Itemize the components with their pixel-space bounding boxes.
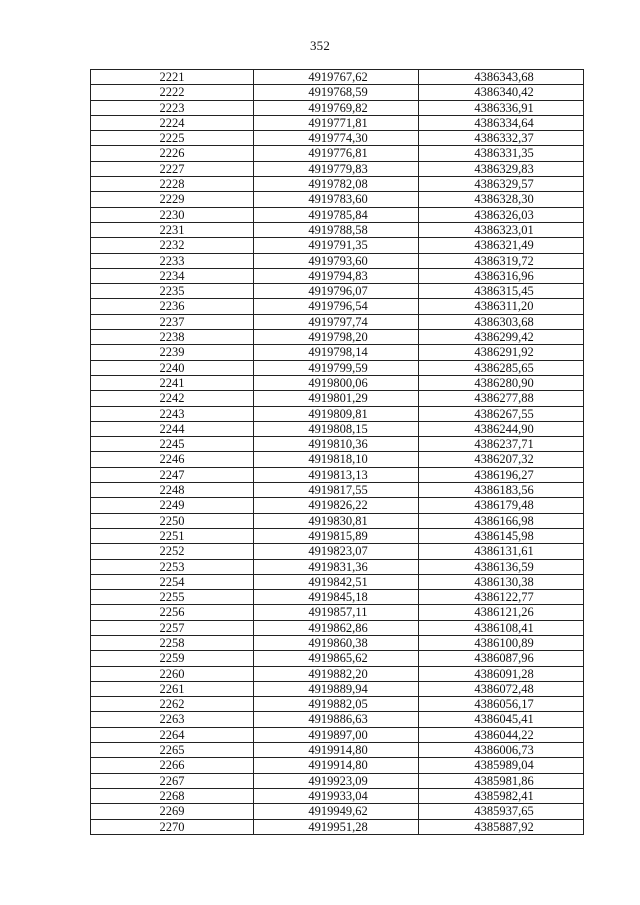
x-coordinate-cell: 4919949,62 [254,804,419,819]
y-coordinate-cell: 4385982,41 [419,788,584,803]
y-coordinate-cell: 4385989,04 [419,758,584,773]
y-coordinate-cell: 4386131,61 [419,544,584,559]
y-coordinate-cell: 4386237,71 [419,437,584,452]
table-row [91,161,584,176]
point-number-cell: 2266 [91,758,254,773]
y-coordinate-cell: 4386277,88 [419,391,584,406]
x-coordinate-cell: 4919776,81 [254,146,419,161]
point-number-cell: 2227 [91,161,254,176]
point-number-cell: 2247 [91,467,254,482]
table-row [91,207,584,222]
table-row [91,544,584,559]
y-coordinate-cell: 4386332,37 [419,131,584,146]
x-coordinate-cell: 4919914,80 [254,743,419,758]
table-row [91,391,584,406]
y-coordinate-cell: 4386244,90 [419,421,584,436]
point-number-cell: 2255 [91,590,254,605]
y-coordinate-cell: 4386323,01 [419,222,584,237]
table-row [91,819,584,834]
coordinates-table [90,69,584,835]
point-number-cell: 2261 [91,681,254,696]
table-row [91,712,584,727]
y-coordinate-cell: 4386328,30 [419,192,584,207]
table-row [91,268,584,283]
y-coordinate-cell: 4386340,42 [419,85,584,100]
table-row [91,773,584,788]
table-row [91,758,584,773]
x-coordinate-cell: 4919767,62 [254,70,419,85]
y-coordinate-cell: 4386087,96 [419,651,584,666]
table-row [91,513,584,528]
x-coordinate-cell: 4919923,09 [254,773,419,788]
y-coordinate-cell: 4386145,98 [419,528,584,543]
point-number-cell: 2228 [91,177,254,192]
y-coordinate-cell: 4386100,89 [419,635,584,650]
table-row [91,804,584,819]
point-number-cell: 2224 [91,115,254,130]
table-row [91,314,584,329]
table-row [91,635,584,650]
point-number-cell: 2259 [91,651,254,666]
y-coordinate-cell: 4386316,96 [419,268,584,283]
x-coordinate-cell: 4919845,18 [254,590,419,605]
table-row [91,100,584,115]
table-row [91,85,584,100]
table-row [91,222,584,237]
table-row [91,498,584,513]
y-coordinate-cell: 4386299,42 [419,330,584,345]
y-coordinate-cell: 4386122,77 [419,590,584,605]
y-coordinate-cell: 4386311,20 [419,299,584,314]
table-row [91,559,584,574]
x-coordinate-cell: 4919782,08 [254,177,419,192]
x-coordinate-cell: 4919801,29 [254,391,419,406]
table-row [91,345,584,360]
table-row [91,360,584,375]
point-number-cell: 2245 [91,437,254,452]
table-row [91,131,584,146]
point-number-cell: 2265 [91,743,254,758]
y-coordinate-cell: 4386303,68 [419,314,584,329]
y-coordinate-cell: 4386183,56 [419,483,584,498]
y-coordinate-cell: 4385937,65 [419,804,584,819]
y-coordinate-cell: 4386091,28 [419,666,584,681]
x-coordinate-cell: 4919788,58 [254,222,419,237]
x-coordinate-cell: 4919774,30 [254,131,419,146]
y-coordinate-cell: 4386329,57 [419,177,584,192]
point-number-cell: 2262 [91,697,254,712]
table-row [91,452,584,467]
y-coordinate-cell: 4385981,86 [419,773,584,788]
point-number-cell: 2252 [91,544,254,559]
x-coordinate-cell: 4919798,20 [254,330,419,345]
x-coordinate-cell: 4919785,84 [254,207,419,222]
point-number-cell: 2235 [91,284,254,299]
table-row [91,651,584,666]
point-number-cell: 2243 [91,406,254,421]
y-coordinate-cell: 4386072,48 [419,681,584,696]
coordinates-table-body [91,70,584,835]
y-coordinate-cell: 4386166,98 [419,513,584,528]
y-coordinate-cell: 4386045,41 [419,712,584,727]
table-row [91,681,584,696]
x-coordinate-cell: 4919783,60 [254,192,419,207]
table-row [91,253,584,268]
table-row [91,743,584,758]
y-coordinate-cell: 4385887,92 [419,819,584,834]
y-coordinate-cell: 4386336,91 [419,100,584,115]
x-coordinate-cell: 4919809,81 [254,406,419,421]
table-row [91,590,584,605]
x-coordinate-cell: 4919779,83 [254,161,419,176]
point-number-cell: 2268 [91,788,254,803]
x-coordinate-cell: 4919808,15 [254,421,419,436]
point-number-cell: 2236 [91,299,254,314]
point-number-cell: 2222 [91,85,254,100]
x-coordinate-cell: 4919826,22 [254,498,419,513]
point-number-cell: 2269 [91,804,254,819]
x-coordinate-cell: 4919768,59 [254,85,419,100]
point-number-cell: 2237 [91,314,254,329]
table-row [91,192,584,207]
y-coordinate-cell: 4386056,17 [419,697,584,712]
point-number-cell: 2241 [91,375,254,390]
point-number-cell: 2256 [91,605,254,620]
point-number-cell: 2270 [91,819,254,834]
table-row [91,727,584,742]
point-number-cell: 2232 [91,238,254,253]
y-coordinate-cell: 4386130,38 [419,574,584,589]
table-row [91,788,584,803]
table-row [91,605,584,620]
point-number-cell: 2253 [91,559,254,574]
y-coordinate-cell: 4386329,83 [419,161,584,176]
table-row [91,70,584,85]
x-coordinate-cell: 4919771,81 [254,115,419,130]
table-row [91,115,584,130]
y-coordinate-cell: 4386207,32 [419,452,584,467]
table-row [91,146,584,161]
point-number-cell: 2223 [91,100,254,115]
point-number-cell: 2263 [91,712,254,727]
y-coordinate-cell: 4386291,92 [419,345,584,360]
table-row [91,697,584,712]
x-coordinate-cell: 4919813,13 [254,467,419,482]
y-coordinate-cell: 4386343,68 [419,70,584,85]
table-row [91,238,584,253]
x-coordinate-cell: 4919798,14 [254,345,419,360]
table-row [91,284,584,299]
x-coordinate-cell: 4919800,06 [254,375,419,390]
y-coordinate-cell: 4386280,90 [419,375,584,390]
table-row [91,620,584,635]
y-coordinate-cell: 4386121,26 [419,605,584,620]
table-row [91,574,584,589]
y-coordinate-cell: 4386179,48 [419,498,584,513]
x-coordinate-cell: 4919842,51 [254,574,419,589]
point-number-cell: 2267 [91,773,254,788]
point-number-cell: 2242 [91,391,254,406]
point-number-cell: 2240 [91,360,254,375]
x-coordinate-cell: 4919882,20 [254,666,419,681]
point-number-cell: 2260 [91,666,254,681]
page-number: 352 [309,38,331,53]
x-coordinate-cell: 4919818,10 [254,452,419,467]
point-number-cell: 2226 [91,146,254,161]
table-row [91,406,584,421]
table-row [91,467,584,482]
point-number-cell: 2238 [91,330,254,345]
x-coordinate-cell: 4919797,74 [254,314,419,329]
table-row [91,375,584,390]
x-coordinate-cell: 4919882,05 [254,697,419,712]
point-number-cell: 2234 [91,268,254,283]
x-coordinate-cell: 4919889,94 [254,681,419,696]
table-row [91,330,584,345]
point-number-cell: 2246 [91,452,254,467]
table-row [91,437,584,452]
x-coordinate-cell: 4919857,11 [254,605,419,620]
point-number-cell: 2254 [91,574,254,589]
y-coordinate-cell: 4386044,22 [419,727,584,742]
x-coordinate-cell: 4919886,63 [254,712,419,727]
y-coordinate-cell: 4386006,73 [419,743,584,758]
point-number-cell: 2251 [91,528,254,543]
table-row [91,528,584,543]
table-row [91,483,584,498]
point-number-cell: 2264 [91,727,254,742]
y-coordinate-cell: 4386326,03 [419,207,584,222]
x-coordinate-cell: 4919799,59 [254,360,419,375]
x-coordinate-cell: 4919796,54 [254,299,419,314]
x-coordinate-cell: 4919794,83 [254,268,419,283]
y-coordinate-cell: 4386319,72 [419,253,584,268]
x-coordinate-cell: 4919810,36 [254,437,419,452]
point-number-cell: 2249 [91,498,254,513]
table-row [91,666,584,681]
x-coordinate-cell: 4919769,82 [254,100,419,115]
x-coordinate-cell: 4919830,81 [254,513,419,528]
x-coordinate-cell: 4919796,07 [254,284,419,299]
x-coordinate-cell: 4919823,07 [254,544,419,559]
y-coordinate-cell: 4386285,65 [419,360,584,375]
x-coordinate-cell: 4919914,80 [254,758,419,773]
point-number-cell: 2230 [91,207,254,222]
point-number-cell: 2231 [91,222,254,237]
x-coordinate-cell: 4919817,55 [254,483,419,498]
y-coordinate-cell: 4386331,35 [419,146,584,161]
table-row [91,177,584,192]
x-coordinate-cell: 4919791,35 [254,238,419,253]
point-number-cell: 2229 [91,192,254,207]
x-coordinate-cell: 4919831,36 [254,559,419,574]
point-number-cell: 2258 [91,635,254,650]
y-coordinate-cell: 4386108,41 [419,620,584,635]
x-coordinate-cell: 4919865,62 [254,651,419,666]
y-coordinate-cell: 4386315,45 [419,284,584,299]
y-coordinate-cell: 4386196,27 [419,467,584,482]
y-coordinate-cell: 4386321,49 [419,238,584,253]
x-coordinate-cell: 4919793,60 [254,253,419,268]
x-coordinate-cell: 4919862,86 [254,620,419,635]
x-coordinate-cell: 4919897,00 [254,727,419,742]
point-number-cell: 2225 [91,131,254,146]
table-row [91,421,584,436]
point-number-cell: 2233 [91,253,254,268]
table-row [91,299,584,314]
point-number-cell: 2221 [91,70,254,85]
point-number-cell: 2244 [91,421,254,436]
x-coordinate-cell: 4919933,04 [254,788,419,803]
y-coordinate-cell: 4386136,59 [419,559,584,574]
point-number-cell: 2248 [91,483,254,498]
point-number-cell: 2250 [91,513,254,528]
point-number-cell: 2239 [91,345,254,360]
x-coordinate-cell: 4919815,89 [254,528,419,543]
y-coordinate-cell: 4386334,64 [419,115,584,130]
point-number-cell: 2257 [91,620,254,635]
x-coordinate-cell: 4919951,28 [254,819,419,834]
y-coordinate-cell: 4386267,55 [419,406,584,421]
x-coordinate-cell: 4919860,38 [254,635,419,650]
